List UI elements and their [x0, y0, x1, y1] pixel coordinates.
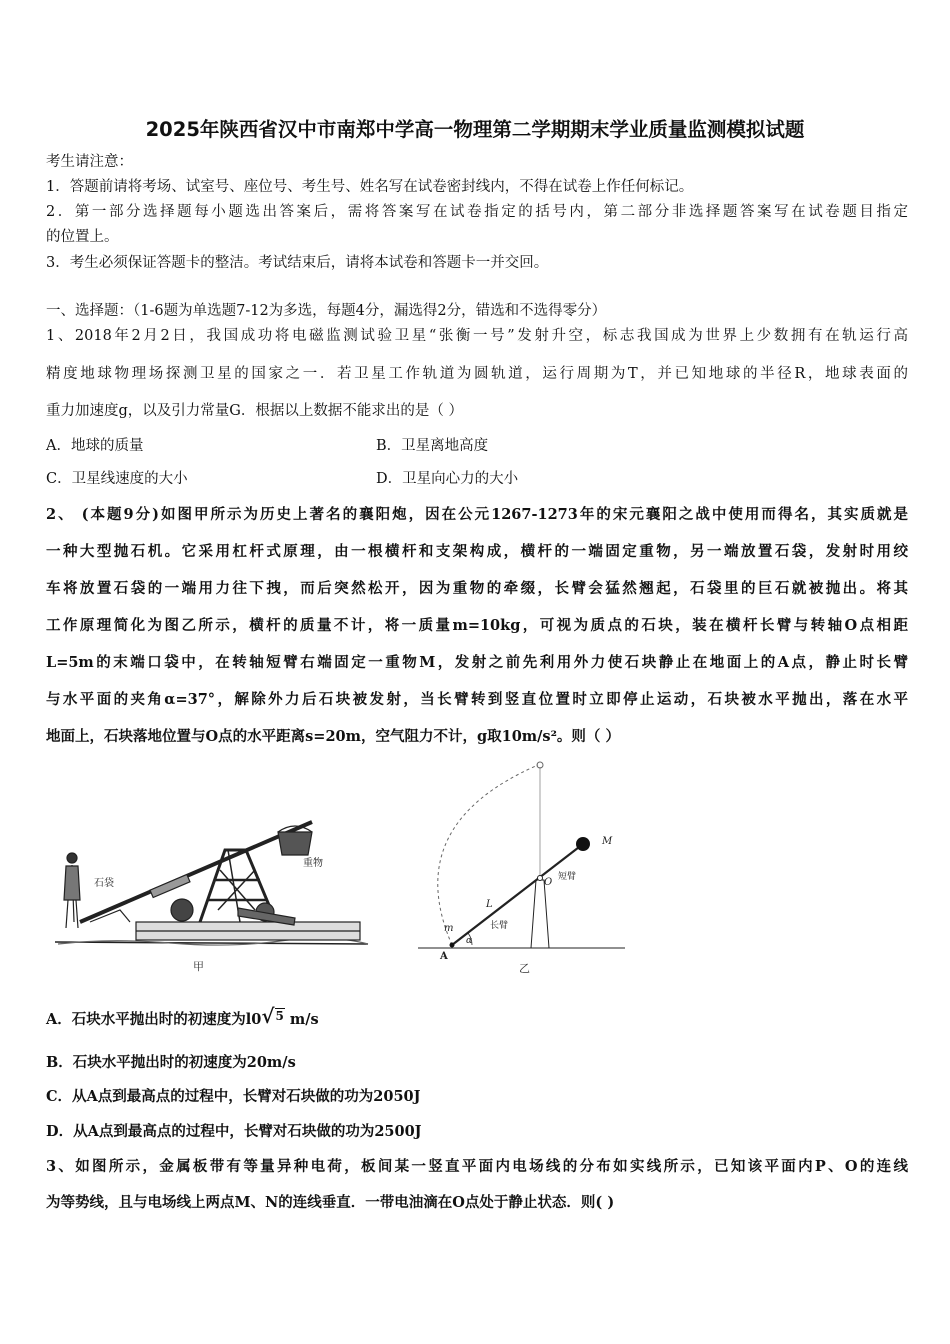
q1-option-a: A．地球的质量 [46, 438, 144, 454]
figure-yi-caption: 乙 [519, 962, 530, 975]
label-long-arm: 长臂 [490, 921, 509, 931]
label-O: O [544, 877, 553, 888]
pivot-point [538, 876, 543, 881]
q2-line-3: 车将放置石袋的一端用力往下拽，而后突然松开，因为重物的牵缀，长臂会猛然翘起，石袋里的巨石就被抛出。将其 [46, 580, 908, 597]
q1-option-b: B．卫星离地高度 [376, 438, 489, 454]
q2-option-b: B．石块水平抛出时的初速度为20m/s [46, 1054, 296, 1071]
q2-line-5: L=5m的末端口袋中，在转轴短臂右端固定一重物M，发射之前先利用外力使石块静止在地面上的A点，静止时长臂 [46, 654, 908, 671]
label-L: L [486, 899, 493, 910]
label-stone-bag: 石袋 [94, 878, 114, 889]
q1-line-2: 精度地球物理场探测卫星的国家之一．若卫星工作轨道为圆轨道，运行周期为T，并已知地球的半径R，地球表面的 [46, 366, 908, 382]
q2-line-6: 与水平面的夹角α=37°，解除外力后石块被发射，当长臂转到竖直位置时立即停止运动，石块被水平抛出，落在水平 [46, 691, 908, 708]
q2-option-c: C．从A点到最高点的过程中，长臂对石块做的功为2050J [46, 1088, 421, 1105]
notice-item-2: 2．第一部分选择题每小题选出答案后，需将答案写在试卷指定的括号内，第二部分非选择题答案写在试卷题目指定 [46, 204, 908, 220]
label-alpha: α [466, 936, 473, 946]
q2-line-1: 2、 (本题9分)如图甲所示为历史上著名的襄阳炮，因在公元1267-1273年的宋元襄阳之战中使用而得名，其实质就是 [46, 506, 908, 523]
q3-line-1: 3、如图所示，金属板带有等量异种电荷，板间某一竖直平面内电场线的分布如实线所示，已知该平面内P、O的连线 [46, 1158, 908, 1175]
notice-heading: 考生请注意： [46, 154, 133, 170]
q1-line-1: 1、2018年2月2日，我国成功将电磁监测试验卫星“张衡一号”发射升空，标志我国成为世界上少数拥有在轨运行高 [46, 328, 908, 344]
notice-item-1: 1．答题前请将考场、试室号、座位号、考生号、姓名写在试卷密封线内，不得在试卷上作任何标记。 [46, 179, 694, 195]
label-m: m [444, 923, 454, 934]
q2-option-a-text: A．石块水平抛出时的初速度为l0 [46, 1011, 262, 1028]
label-weight: 重物 [303, 858, 323, 869]
catapult-illustration [50, 810, 372, 950]
label-M: M [602, 836, 613, 847]
notice-item-2-cont: 的位置上。 [46, 229, 119, 245]
q1-option-d: D．卫星向心力的大小 [376, 471, 519, 487]
sqrt-argument: 5 [275, 1009, 284, 1023]
q2-line-2: 一种大型抛石机。它采用杠杆式原理，由一根横杆和支架构成，横杆的一端固定重物，另一端放置石袋，发射时用绞 [46, 543, 908, 560]
notice-item-3: 3．考生必须保证答题卡的整洁。考试结束后，请将本试卷和答题卡一并交回。 [46, 255, 549, 271]
weight-mass [576, 837, 590, 851]
stone-point [450, 943, 455, 948]
figure-jia-caption: 甲 [193, 960, 204, 973]
q2-line-7: 地面上，石块落地位置与O点的水平距离s=20m，空气阻力不计，g取10m/s²。则（ ） [46, 728, 620, 745]
page-title: 2025年陕西省汉中市南郑中学高一物理第二学期期末学业质量监测模拟试题 [145, 118, 805, 141]
q2-option-a-unit: m/s [284, 1011, 319, 1028]
sqrt-symbol: √5 [261, 1004, 284, 1028]
section-heading: 一、选择题：（1-6题为单选题7-12为多选，每题4分，漏选得2分，错选和不选得零分） [46, 303, 607, 319]
q2-option-d: D．从A点到最高点的过程中，长臂对石块做的功为2500J [46, 1123, 422, 1140]
q1-line-3: 重力加速度g，以及引力常量G．根据以上数据不能求出的是（ ） [46, 403, 463, 419]
q3-line-2: 为等势线，且与电场线上两点M、N的连线垂直．一带电油滴在O点处于静止状态．则( ) [46, 1194, 615, 1211]
catapult-diagram [410, 755, 635, 965]
label-A: A [440, 951, 448, 962]
q1-option-c: C．卫星线速度的大小 [46, 471, 188, 487]
label-short-arm: 短臂 [558, 872, 577, 882]
q2-option-a [46, 1006, 319, 1030]
q2-line-4: 工作原理简化为图乙所示，横杆的质量不计，将一质量m=10kg，可视为质点的石块，装在横杆长臂与转轴O点相距 [46, 617, 908, 634]
